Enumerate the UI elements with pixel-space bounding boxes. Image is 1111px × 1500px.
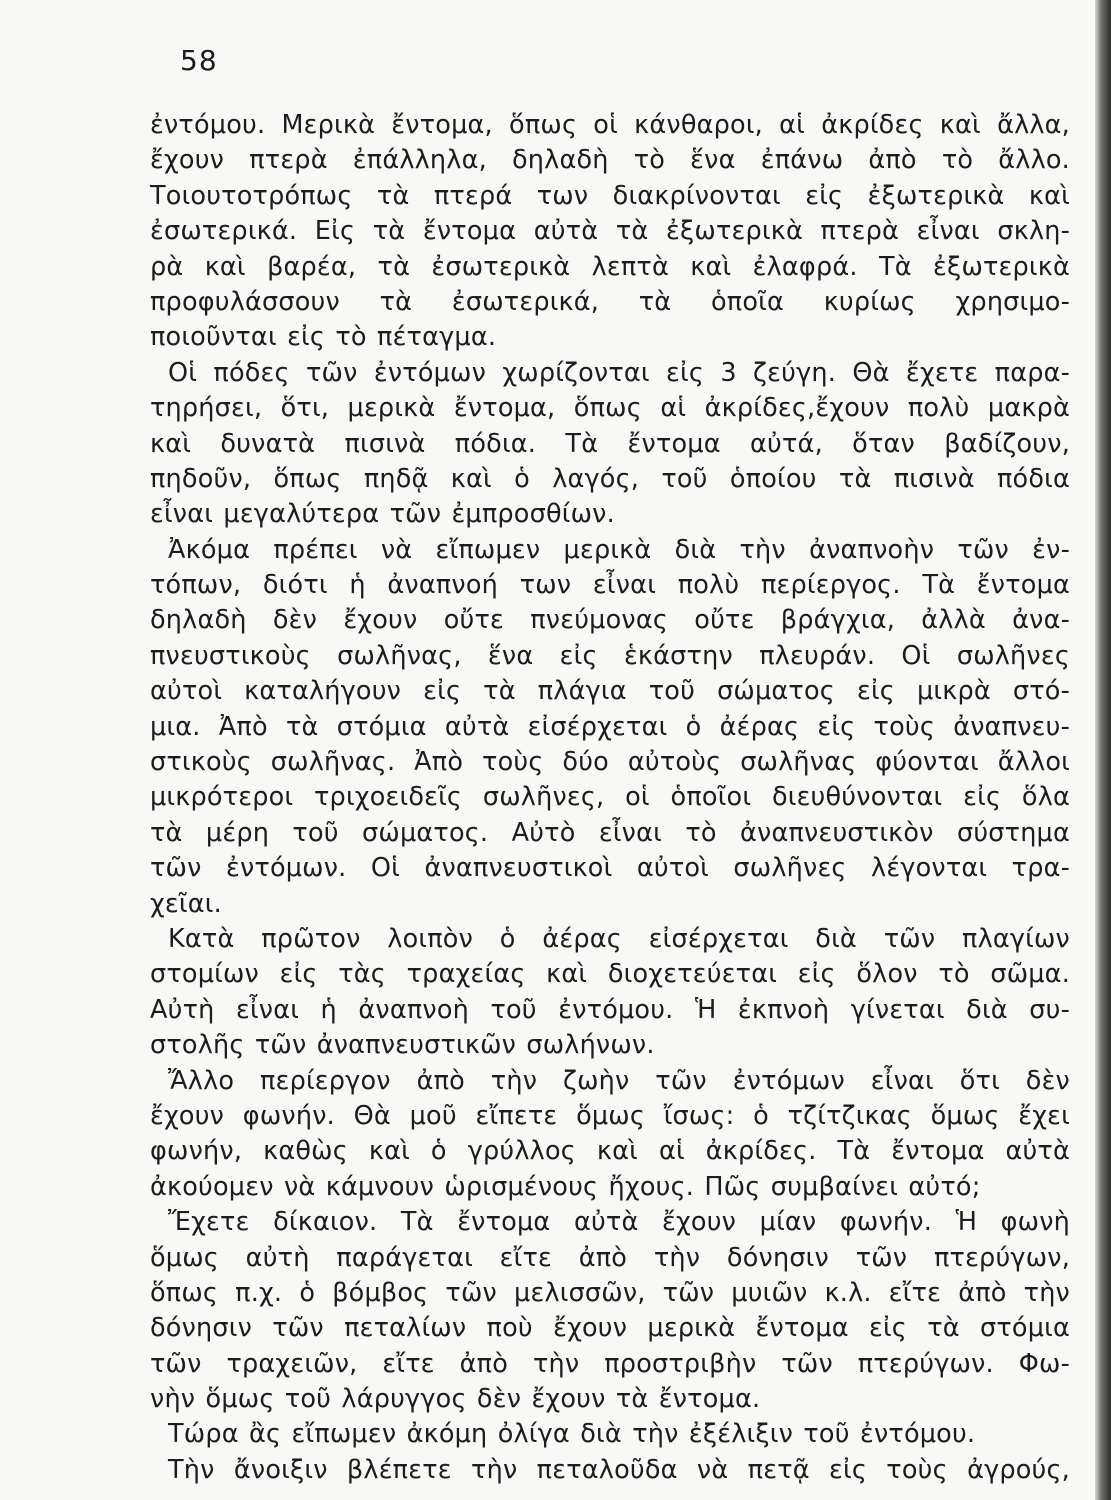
text-line: μικρότεροι τριχοειδεῖς σωλῆνες, οἱ ὁποῖοι διευθύνονται εἰς ὅλα [150,782,1070,813]
text-line: ἀκούομεν νὰ κάμνουν ὡρισμένους ἤχους. Πῶς συμβαίνει αὐτό; [150,1171,981,1202]
text-line: ποιοῦνται εἰς τὸ πέταγμα. [150,322,497,353]
text-line: στομίων εἰς τὰς τραχείας καὶ διοχετεύεται εἰς ὅλον τὸ σῶμα. [150,959,1070,990]
text-line: ἐσωτερικά. Εἰς τὰ ἔντομα αὐτὰ τὰ ἐξωτερικὰ πτερὰ εἶναι σκλη- [150,216,1070,247]
text-line: Ἔχετε δίκαιον. Τὰ ἔντομα αὐτὰ ἔχουν μίαν φωνήν. Ἡ φωνὴ [168,1207,1070,1238]
text-line: στικοὺς σωλῆνας. Ἀπὸ τοὺς δύο αὐτοὺς σωλῆνας φύονται ἄλλοι [150,747,1070,778]
text-line: Ἀκόμα πρέπει νὰ εἴπωμεν μερικὰ διὰ τὴν ἀναπνοὴν τῶν ἐν- [168,534,1070,565]
text-line: νὴν ὅμως τοῦ λάρυγγος δὲν ἔχουν τὰ ἔντομα. [150,1384,761,1415]
text-line: φωνήν, καθὼς καὶ ὁ γρύλλος καὶ αἱ ἀκρίδες. Τὰ ἔντομα αὐτὰ [150,1136,1070,1167]
text-line: προφυλάσσουν τὰ ἐσωτερικά, τὰ ὁποῖα κυρίως χρησιμο- [150,286,1070,317]
text-line: Κατὰ πρῶτον λοιπὸν ὁ ἀέρας εἰσέρχεται διὰ τῶν πλαγίων [168,923,1070,954]
text-line: ρὰ καὶ βαρέα, τὰ ἐσωτερικὰ λεπτὰ καὶ ἐλαφρά. Τὰ ἐξωτερικὰ [150,251,1070,282]
text-line: ὅπως π.χ. ὁ βόμβος τῶν μελισσῶν, τῶν μυιῶν κ.λ. εἴτε ἀπὸ τὴν [150,1277,1070,1308]
page-number: 58 [180,44,218,77]
text-line: ἔχουν πτερὰ ἐπάλληλα, δηλαδὴ τὸ ἕνα ἐπάνω ἀπὸ τὸ ἄλλο. [150,145,1070,176]
text-line: Τώρα ἂς εἴπωμεν ἀκόμη ὀλίγα διὰ τὴν ἐξέλιξιν τοῦ ἐντόμου. [168,1419,976,1450]
text-line: δηλαδὴ δὲν ἔχουν οὔτε πνεύμονας οὔτε βράγχια, ἀλλὰ ἀνα- [150,605,1070,636]
text-line: χεῖαι. [150,888,222,919]
text-line: πνευστικοὺς σωλῆνας, ἕνα εἰς ἑκάστην πλευράν. Οἱ σωλῆνες [150,640,1070,671]
text-line: Τὴν ἄνοιξιν βλέπετε τὴν πεταλοῦδα νὰ πετᾷ εἰς τοὺς ἀγρούς, [168,1454,1070,1485]
book-binding-edge [1095,0,1111,1500]
text-line: δόνησιν τῶν πεταλίων ποὺ ἔχουν μερικὰ ἔντομα εἰς τὰ στόμια [150,1313,1070,1344]
text-line: Ἄλλο περίεργον ἀπὸ τὴν ζωὴν τῶν ἐντόμων εἶναι ὅτι δὲν [168,1065,1070,1096]
text-line: στολῆς τῶν ἀναπνευστικῶν σωλήνων. [150,1030,655,1061]
text-line: Τοιουτοτρόπως τὰ πτερά των διακρίνονται εἰς ἐξωτερικὰ καὶ [150,180,1070,211]
text-line: Αὐτὴ εἶναι ἡ ἀναπνοὴ τοῦ ἐντόμου. Ἡ ἐκπνοὴ γίνεται διὰ συ- [150,994,1070,1025]
text-line: αὐτοὶ καταλήγουν εἰς τὰ πλάγια τοῦ σώματος εἰς μικρὰ στό- [150,676,1070,707]
text-line: ὅμως αὐτὴ παράγεται εἴτε ἀπὸ τὴν δόνησιν τῶν πτερύγων, [150,1242,1070,1273]
text-line: τῶν τραχειῶν, εἴτε ἀπὸ τὴν προστριβὴν τῶν πτερύγων. Φω- [150,1348,1070,1379]
text-line: ἐντόμου. Μερικὰ ἔντομα, ὅπως οἱ κάνθαροι, αἱ ἀκρίδες καὶ ἄλλα, [150,110,1070,140]
text-line: ἔχουν φωνήν. Θὰ μοῦ εἴπετε ὅμως ἴσως: ὁ τζίτζικας ὅμως ἔχει [150,1100,1070,1131]
text-line: εἶναι μεγαλύτερα τῶν ἐμπροσθίων. [150,499,615,530]
text-line: τόπων, διότι ἡ ἀναπνοή των εἶναι πολὺ περίεργος. Τὰ ἔντομα [150,570,1070,601]
text-line: τῶν ἐντόμων. Οἱ ἀναπνευστικοὶ αὐτοὶ σωλῆνες λέγονται τρα- [150,853,1070,884]
text-line: Οἱ πόδες τῶν ἐντόμων χωρίζονται εἰς 3 ζεύγη. Θὰ ἔχετε παρα- [168,357,1070,388]
text-line: τηρήσει, ὅτι, μερικὰ ἔντομα, ὅπως αἱ ἀκρίδες,ἔχουν πολὺ μακρὰ [150,393,1070,424]
text-line: τὰ μέρη τοῦ σώματος. Αὐτὸ εἶναι τὸ ἀναπνευστικὸν σύστημα [150,817,1070,848]
text-line: καὶ δυνατὰ πισινὰ πόδια. Τὰ ἔντομα αὐτά, ὅταν βαδίζουν, [150,428,1070,459]
text-line: πηδοῦν, ὅπως πηδᾷ καὶ ὁ λαγός, τοῦ ὁποίου τὰ πισινὰ πόδια [150,463,1070,494]
text-line: μια. Ἀπὸ τὰ στόμια αὐτὰ εἰσέρχεται ὁ ἀέρας εἰς τοὺς ἀναπνευ- [150,711,1070,742]
body-text [150,108,1070,1488]
